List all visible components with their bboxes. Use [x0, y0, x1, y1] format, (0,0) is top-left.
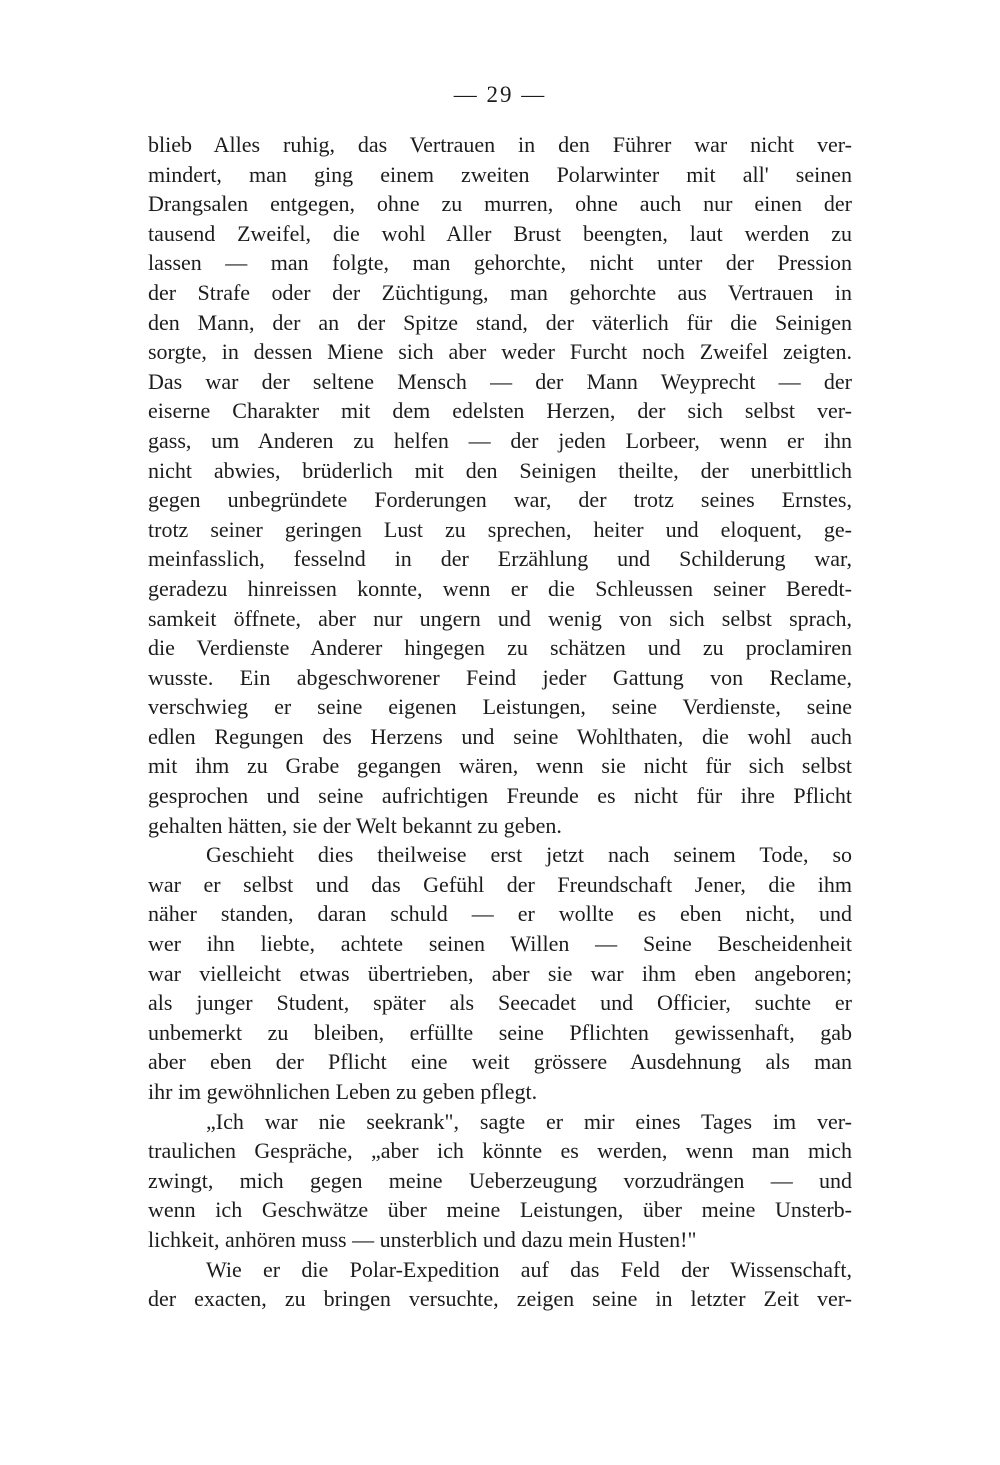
text-line: die Verdienste Anderer hingegen zu schätzen und zu proclamiren — [148, 635, 852, 661]
text-line: zwingt, mich gegen meine Ueberzeugung vorzudrängen — und — [148, 1167, 852, 1193]
text-line: wenn ich Geschwätze über meine Leistungen, über meine Unsterb- — [148, 1197, 852, 1223]
text-line: war vielleicht etwas übertrieben, aber sie war ihm eben angeboren; — [148, 960, 852, 986]
body-text — [148, 130, 852, 1314]
text-line: näher standen, daran schuld — er wollte es eben nicht, und — [148, 901, 852, 927]
text-line: meinfasslich, fesselnd in der Erzählung und Schilderung war, — [148, 546, 852, 572]
page-number: — 29 — — [453, 82, 547, 107]
text-line: blieb Alles ruhig, das Vertrauen in den Führer war nicht ver- — [148, 132, 852, 157]
text-line: tausend Zweifel, die wohl Aller Brust beengten, laut werden zu — [148, 220, 852, 246]
text-line: gass, um Anderen zu helfen — der jeden Lorbeer, wenn er ihn — [148, 427, 852, 453]
text-line: war er selbst und das Gefühl der Freundschaft Jener, die ihm — [148, 871, 852, 897]
text-line: sorgte, in dessen Miene sich aber weder Furcht noch Zweifel zeigten. — [148, 339, 852, 365]
text-line: Das war der seltene Mensch — der Mann Weyprecht — der — [148, 368, 852, 394]
text-line: der Strafe oder der Züchtigung, man gehorchte aus Vertrauen in — [148, 279, 852, 305]
text-line: wer ihn liebte, achtete seinen Willen — Seine Bescheidenheit — [148, 931, 852, 957]
text-line: Geschieht dies theilweise erst jetzt nach seinem Tode, so — [206, 842, 852, 868]
text-line: verschwieg er seine eigenen Leistungen, seine Verdienste, seine — [148, 694, 852, 720]
text-line: edlen Regungen des Herzens und seine Wohlthaten, die wohl auch — [148, 723, 852, 749]
text-line: eiserne Charakter mit dem edelsten Herzen, der sich selbst ver- — [148, 398, 852, 424]
text-line: trotz seiner geringen Lust zu sprechen, heiter und eloquent, ge- — [148, 516, 852, 542]
text-line: samkeit öffnete, aber nur ungern und wenig von sich selbst sprach, — [148, 605, 852, 631]
text-line: traulichen Gespräche, „aber ich könnte es werden, wenn man mich — [148, 1138, 852, 1164]
text-line: nicht abwies, brüderlich mit den Seinigen theilte, der unerbittlich — [148, 457, 852, 483]
text-line: mit ihm zu Grabe gegangen wären, wenn sie nicht für sich selbst — [148, 753, 852, 779]
text-line: der exacten, zu bringen versuchte, zeigen seine in letzter Zeit ver- — [148, 1286, 852, 1312]
text-line: aber eben der Pflicht eine weit grössere Ausdehnung als man — [148, 1049, 852, 1075]
text-line: gegen unbegründete Forderungen war, der trotz seines Ernstes, — [148, 487, 852, 513]
text-line: wusste. Ein abgeschworener Feind jeder Gattung von Reclame, — [148, 664, 852, 690]
text-line: gehalten hätten, sie der Welt bekannt zu geben. — [148, 812, 562, 838]
text-line: lichkeit, anhören muss — unsterblich und dazu mein Husten!" — [148, 1226, 697, 1252]
text-line: als junger Student, später als Seecadet und Officier, suchte er — [148, 990, 852, 1016]
text-line: „Ich war nie seekrank", sagte er mir eines Tages im ver- — [206, 1108, 852, 1134]
text-line: unbemerkt zu bleiben, erfüllte seine Pflichten gewissenhaft, gab — [148, 1019, 852, 1045]
text-line: den Mann, der an der Spitze stand, der väterlich für die Seinigen — [148, 309, 852, 335]
text-line: ihr im gewöhnlichen Leben zu geben pflegt. — [148, 1079, 538, 1104]
text-line: Drangsalen entgegen, ohne zu murren, ohne auch nur einen der — [148, 191, 852, 217]
text-line: mindert, man ging einem zweiten Polarwinter mit all' seinen — [148, 161, 852, 187]
text-line: Wie er die Polar-Expedition auf das Feld der Wissenschaft, — [206, 1256, 852, 1282]
text-line: geradezu hinreissen konnte, wenn er die Schleussen seiner Beredt- — [148, 575, 852, 601]
text-line: gesprochen und seine aufrichtigen Freunde es nicht für ihre Pflicht — [148, 783, 852, 809]
text-line: lassen — man folgte, man gehorchte, nicht unter der Pression — [148, 250, 852, 276]
